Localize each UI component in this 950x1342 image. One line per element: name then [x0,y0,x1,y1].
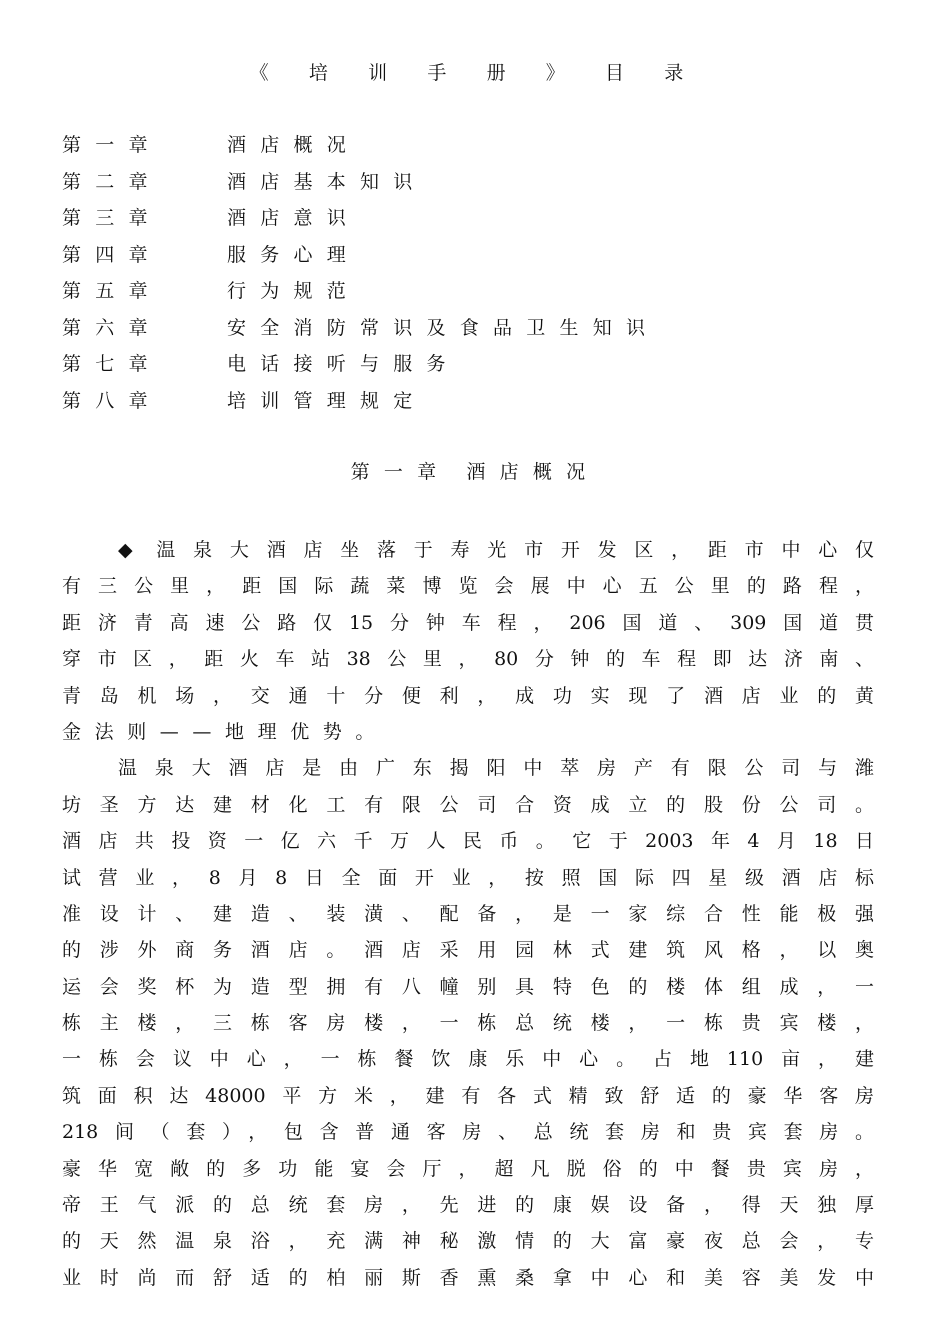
chapter-heading-number: 第一章 [350,461,451,483]
toc-chapter-name: 培训管理规定 [227,389,427,412]
toc-chapter-name: 安全消防常识及食品卫生知识 [227,316,660,339]
text-line: 酒店共投资一亿六千万人民币。它于2003年4月18日 [62,830,874,853]
toc-chapter-number: 第八章 [62,389,162,412]
toc-item [62,242,862,279]
toc-item [62,388,862,425]
toc-chapter-name: 电话接听与服务 [227,353,460,375]
text-line: 一栋会议中心，一栋餐饮康乐中心。占地110亩，建 [62,1048,874,1071]
toc-chapter-name: 服务心理 [227,243,361,266]
text-line: 的天然温泉浴，充满神秘激情的大富豪夜总会，专 [62,1230,874,1253]
chapter-heading [0,459,950,485]
chapter-heading-title: 酒店概况 [466,461,600,483]
toc-item [62,315,862,352]
toc-item [62,205,862,242]
text-line: 业时尚而舒适的柏丽斯香熏桑拿中心和美容美发中 [62,1266,874,1289]
toc-chapter-name: 酒店概况 [227,134,361,156]
text-line-content: 温泉大酒店坐落于寿光市开发区，距市中心仅 [138,539,874,561]
toc-chapter-name: 行为规范 [227,280,361,302]
text-line: 试营业，8月8日全面开业，按照国际四星级酒店标 [62,866,874,889]
diamond-bullet-icon: ◆ [118,539,133,561]
text-line: 有三公里，距国际蔬菜博览会展中心五公里的路程， [62,575,874,598]
text-line: 穿市区，距火车站38公里，80分钟的车程即达济南、 [62,648,874,671]
text-line: 的涉外商务酒店。酒店采用园林式建筑风格，以奥 [62,939,874,962]
text-line: 筑面积达48000平方米，建有各式精致舒适的豪华客房 [62,1084,874,1107]
table-of-contents [62,132,862,424]
text-line: 帝王气派的总统套房，先进的康娱设备，得天独厚 [62,1194,874,1217]
text-line: 坊圣方达建材化工有限公司合资成立的股份公司。 [62,793,874,816]
toc-item [62,351,862,388]
toc-item [62,169,862,206]
text-line: 金法则——地理优势。 [62,720,389,743]
toc-chapter-number: 第六章 [62,316,162,339]
text-line: 栋主楼，三栋客房楼，一栋总统楼，一栋贵宾楼， [62,1012,874,1035]
toc-chapter-name: 酒店意识 [227,207,361,229]
text-line: 218间（套），包含普通客房、总统套房和贵宾套房。 [62,1121,874,1144]
toc-chapter-number: 第二章 [62,170,162,193]
toc-chapter-number: 第七章 [62,353,162,375]
text-line: 青岛机场，交通十分便利，成功实现了酒店业的黄 [62,684,874,707]
toc-chapter-number: 第四章 [62,243,162,266]
chapter-body-text [62,532,874,1296]
toc-chapter-number: 第一章 [62,134,162,156]
text-line: 距济青高速公路仅15分钟车程，206国道、309国道贯 [62,611,874,634]
text-line [62,532,874,568]
toc-chapter-number: 第三章 [62,207,162,229]
text-line: 豪华宽敞的多功能宴会厅，超凡脱俗的中餐贵宾房， [62,1157,874,1180]
toc-chapter-name: 酒店基本知识 [227,170,427,193]
text-line: 运会奖杯为造型拥有八幢别具特色的楼体组成，一 [62,975,874,998]
document-title: 《 培 训 手 册 》 目 录 [249,62,701,84]
text-line: 温泉大酒店是由广东揭阳中萃房产有限公司与潍 [118,757,874,780]
text-line: 准设计、建造、装潢、配备，是一家综合性能极强 [62,902,874,925]
toc-item [62,132,862,169]
toc-item [62,278,862,315]
toc-chapter-number: 第五章 [62,280,162,302]
